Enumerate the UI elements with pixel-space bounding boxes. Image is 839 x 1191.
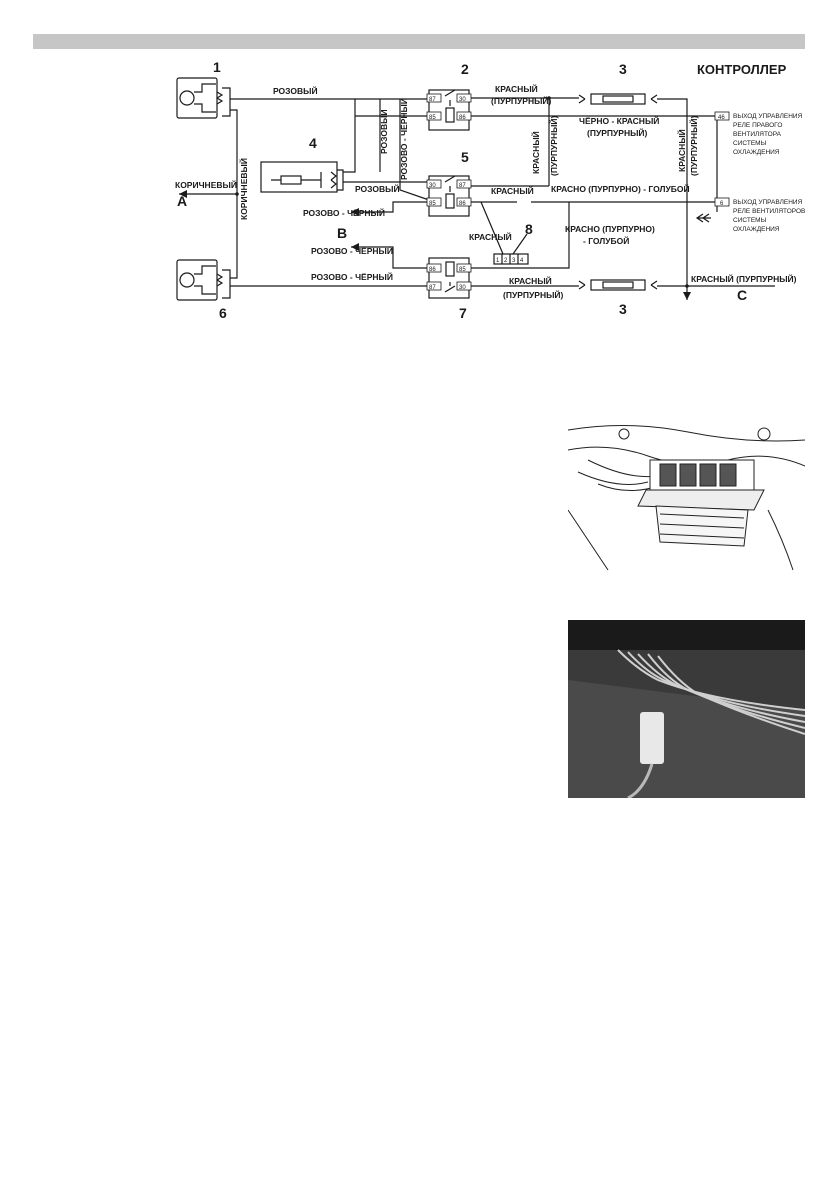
wire-label-blackred-2: (ПУРПУРНЫЙ): [587, 128, 648, 138]
wiring-diagram: [165, 52, 805, 324]
wire-label-red-c: КРАСНЫЙ (ПУРПУРНЫЙ): [691, 274, 797, 284]
label-6: 6: [219, 305, 227, 321]
output-b: В: [337, 225, 348, 241]
wire-label-pinkblack-b: РОЗОВО - ЧЁРНЫЙ: [303, 208, 385, 218]
label-3-top: 3: [619, 61, 627, 77]
pin-8-3: 3: [512, 258, 516, 264]
wire-label-brown-vert: КОРИЧНЕВЫЙ: [239, 158, 249, 220]
wire-label-red-vert-r1: КРАСНЫЙ: [677, 129, 687, 172]
arrow-c-icon: [683, 292, 691, 300]
connector-plug-icon: [640, 712, 664, 764]
fuse-3-bottom: [579, 280, 657, 290]
ctrl-out1-l1: ВЫХОД УПРАВЛЕНИЯ: [733, 113, 803, 120]
pin-r5-86: 86: [459, 201, 466, 207]
wire-label-red-mid: КРАСНЫЙ: [491, 186, 534, 196]
fuse-3-top: [579, 94, 657, 104]
ctrl-out1-l5: ОХЛАЖДЕНИЯ: [733, 149, 780, 156]
pin-r2-30: 30: [459, 97, 466, 103]
wire-label-pinkblack-vert: РОЗОВО - ЧЁРНЫЙ: [399, 98, 409, 180]
wire-pink-to-r2: [355, 99, 429, 116]
wire-label-pink-vert: РОЗОВЫЙ: [379, 109, 389, 154]
pin-8-4: 4: [520, 258, 524, 264]
wire-label-red-8: КРАСНЫЙ: [469, 232, 512, 242]
pin-r5-30: 30: [429, 183, 436, 189]
pin-r2-85: 85: [429, 115, 436, 121]
wire-label-red-vert-2: (ПУРПУРНЫЙ): [549, 115, 559, 176]
ctrl-out2-l4: ОХЛАЖДЕНИЯ: [733, 226, 780, 233]
wire-label-red-bottom-1: КРАСНЫЙ: [509, 276, 552, 286]
wire-label-blackred-1: ЧЁРНО - КРАСНЫЙ: [579, 116, 660, 126]
wire-label-red-top-1: КРАСНЫЙ: [495, 84, 538, 94]
wire-label-pink-top: РОЗОВЫЙ: [273, 86, 318, 96]
wire-label-red-vert-r2: (ПУРПУРНЫЙ): [689, 115, 699, 176]
component-4: [261, 162, 343, 192]
controller-title: КОНТРОЛЛЕР: [697, 62, 787, 77]
label-8: 8: [525, 221, 533, 237]
wire-label-redblue-1: КРАСНО (ПУРПУРНО): [565, 224, 655, 234]
fan-motor-6: [177, 260, 230, 300]
pin-r7-85: 85: [459, 267, 466, 273]
double-arrow: [697, 214, 711, 222]
ctrl-out1-l2: РЕЛЕ ПРАВОГО: [733, 122, 783, 129]
pin-6: 6: [720, 201, 724, 207]
label-3-bottom: 3: [619, 301, 627, 317]
connector-photo: [568, 620, 805, 798]
wire-label-pinkblack-bottom: РОЗОВО - ЧЁРНЫЙ: [311, 272, 393, 282]
label-7: 7: [459, 305, 467, 321]
ctrl-out2-l2: РЕЛЕ ВЕНТИЛЯТОРОВ: [733, 208, 805, 215]
label-5: 5: [461, 149, 469, 165]
fan-motor-1: [177, 78, 230, 118]
wire-label-brown: КОРИЧНЕВЫЙ: [175, 180, 237, 190]
ctrl-out2-l3: СИСТЕМЫ: [733, 217, 767, 224]
output-a: А: [177, 193, 188, 209]
wire-label-pinkblack-b2: РОЗОВО - ЧЁРНЫЙ: [311, 246, 393, 256]
pin-r7-87: 87: [429, 285, 436, 291]
pin-46: 46: [718, 115, 725, 121]
label-4: 4: [309, 135, 317, 151]
ctrl-out2-l1: ВЫХОД УПРАВЛЕНИЯ: [733, 199, 803, 206]
ctrl-out1-l4: СИСТЕМЫ: [733, 140, 767, 147]
pin-8-1: 1: [496, 258, 500, 264]
pin-r2-87: 87: [429, 97, 436, 103]
pin-r5-85: 85: [429, 201, 436, 207]
output-c: С: [737, 287, 748, 303]
label-1: 1: [213, 59, 221, 75]
label-2: 2: [461, 61, 469, 77]
pin-r7-86: 86: [429, 267, 436, 273]
wire-label-red-top-2: (ПУРПУРНЫЙ): [491, 96, 552, 106]
wire-to-8: [481, 202, 503, 254]
ctrl-out1-l3: ВЕНТИЛЯТОРА: [733, 131, 781, 138]
wire-label-red-vert-1: КРАСНЫЙ: [531, 131, 541, 174]
wire-label-redblue-mid: КРАСНО (ПУРПУРНО) - ГОЛУБОЙ: [551, 184, 690, 194]
pin-8-2: 2: [504, 258, 508, 264]
wire-label-pink-mid: РОЗОВЫЙ: [355, 184, 400, 194]
relay-block-illustration: [568, 420, 805, 572]
wire-label-red-bottom-2: (ПУРПУРНЫЙ): [503, 290, 564, 300]
pin-r2-86: 86: [459, 115, 466, 121]
wire-label-redblue-2: - ГОЛУБОЙ: [583, 236, 630, 246]
pin-r7-30: 30: [459, 285, 466, 291]
header-bar: [33, 34, 805, 49]
pin-r5-87: 87: [459, 183, 466, 189]
